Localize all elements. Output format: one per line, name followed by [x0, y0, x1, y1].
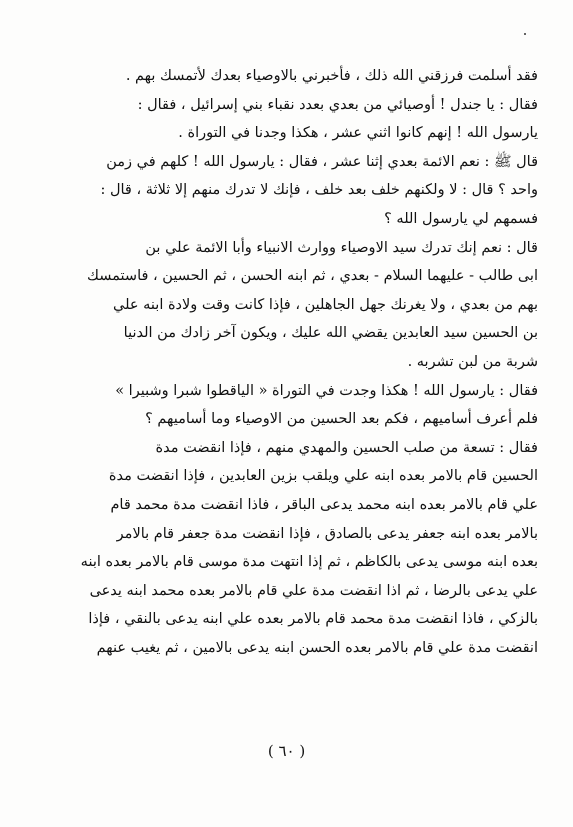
text-line: واحد ؟ قال : لا ولكنهم خلف بعد خلف ، فإنك لا تدرك منهم إلا ثلاثة ، قال : — [100, 182, 538, 199]
page-number: ( ٦٠ ) — [267, 742, 306, 760]
paragraph-2 — [62, 91, 538, 148]
text-line: الحسين قام بالامر بعده ابنه علي ويلقب بزين العابدين ، فإذا انقضت مدة — [108, 468, 538, 485]
paragraph-1 — [62, 62, 538, 91]
text-line: فلم أعرف أساميهم ، فكم بعد الحسين من الاوصياء وما أساميهم ؟ — [145, 411, 538, 428]
text-line: ابى طالب - عليهما السلام - بعدي ، ثم ابنه الحسن ، ثم الحسين ، فاستمسك — [87, 268, 538, 285]
text-line: فقد أسلمت فرزقني الله ذلك ، فأخبرني بالاوصياء بعدك لأتمسك بهم . — [125, 68, 538, 84]
text-line: فسمهم لي يارسول الله ؟ — [384, 210, 538, 227]
text-line: بالزكي ، فاذا انقضت مدة محمد قام بالامر بعده علي ابنه يدعى بالنقي ، فإذا — [88, 611, 538, 628]
paragraph-5 — [62, 377, 538, 434]
body-text — [62, 62, 538, 662]
paragraph-3 — [62, 148, 538, 234]
text-line: علي يدعى بالرضا ، ثم اذا انقضت مدة علي قام بالامر بعده محمد ابنه يدعى — [89, 582, 538, 599]
paragraph-4 — [62, 234, 538, 377]
text-line: فقال : يا جندل ! أوصيائي من بعدي بعدد نقباء بني إسرائيل ، فقال : — [137, 96, 538, 113]
page-speck — [524, 33, 526, 35]
text-line: بالامر بعده ابنه جعفر يدعى بالصادق ، فإذا انقضت مدة جعفر قام بالامر — [116, 525, 538, 542]
text-line: قال : نعم إنك تدرك سيد الاوصياء ووارث الانبياء وأبا الائمة علي بن — [145, 239, 538, 256]
text-line: فقال : يارسول الله ! هكذا وجدت في التوراة « الياقطوا شبرا وشبيرا » — [115, 382, 538, 399]
text-line: فقال : تسعة من صلب الحسين والمهدي منهم ، فإذا انقضت مدة — [155, 439, 538, 456]
text-line: بعده ابنه موسى يدعى بالكاظم ، ثم إذا انتهت مدة موسى قام بالامر بعده ابنه — [80, 554, 538, 571]
text-line: شربة من لبن تشربه . — [407, 353, 538, 370]
text-line: يارسول الله ! إنهم كانوا اثني عشر ، هكذا وجدنا في التوراة . — [178, 125, 538, 142]
text-line: بن الحسين سيد العابدين يقضي الله عليك ، ويكون آخر زادك من الدنيا — [123, 325, 538, 342]
text-line: بهم من بعدي ، ولا يغرنك جهل الجاهلين ، فإذا كانت وقت ولادة ابنه علي — [112, 296, 538, 313]
text-line: انقضت مدة علي قام بالامر بعده الحسن ابنه يدعى بالامين ، ثم يغيب عنهم — [96, 639, 538, 656]
text-line: علي قام بالامر بعده ابنه محمد يدعى الباقر ، فاذا انقضت مدة محمد قام — [110, 496, 538, 513]
paragraph-6 — [62, 434, 538, 663]
text-line: قال ﷺ : نعم الائمة بعدي إثنا عشر ، فقال : يارسول الله ! كلهم في زمن — [106, 153, 538, 170]
